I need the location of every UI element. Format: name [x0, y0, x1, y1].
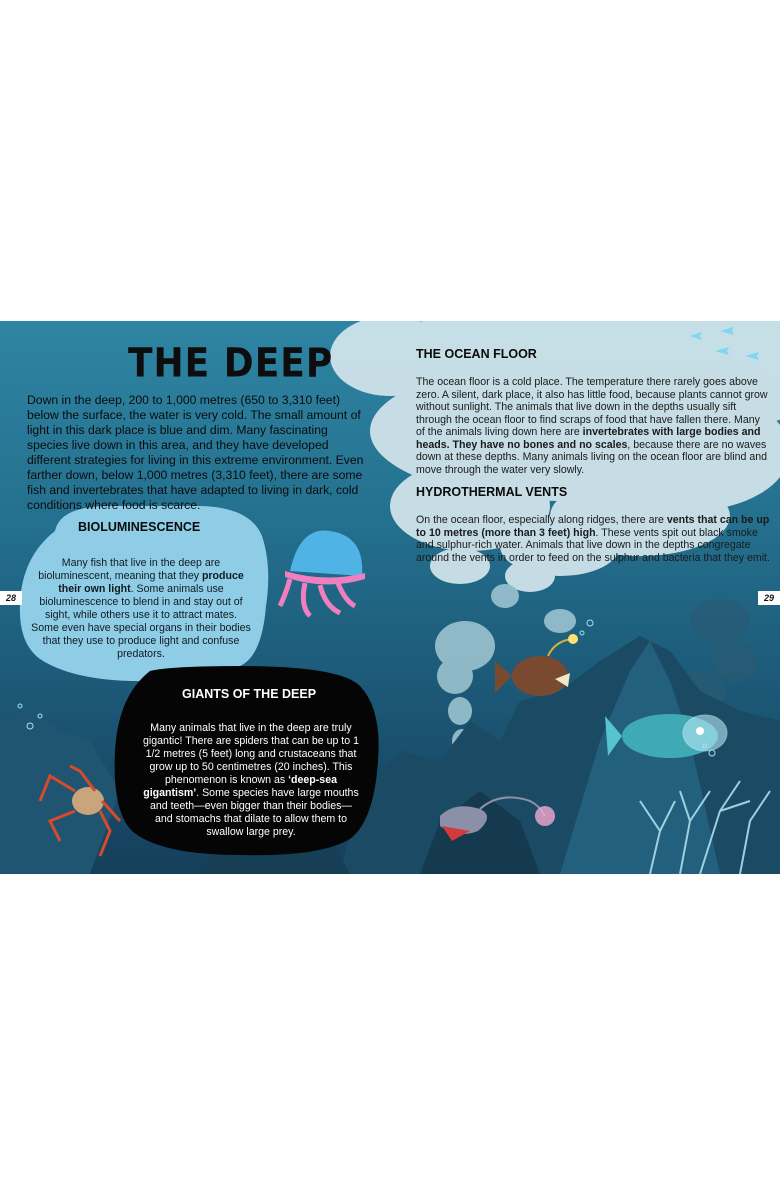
page-number-left: 28	[0, 591, 22, 605]
giants-text: Many animals that live in the deep are truly gigantic! There are spiders that can be up to 1 1/2 metres (5 feet) long and crustaceans that grow up to 50 centimetres (20 inches). This phenomenon is known as ‘deep-sea gigantism’. Some species have large mouths and teeth—even bigger than their bodies—and stomachs that dilate to allow them to swallow large prey.	[143, 722, 359, 838]
page-title: THE DEEP	[128, 340, 334, 387]
ocean-floor-text: The ocean floor is a cold place. The temperature there rarely goes above zero. A silent, dark place, it also has little food, because plants cannot grow without sunlight. The animals that live down in the depths usually sift through the ocean floor to find scraps of food that have fallen there. Many of the animals living down here are invertebrates with large bodies and heads. They have no bones and no scales, because there are no waves down at these depths. Many animals living on the ocean floor are blind and move through the water very slowly.	[416, 376, 768, 476]
anglerfish	[495, 634, 578, 696]
ocean-floor-heading: THE OCEAN FLOOR	[416, 347, 537, 361]
giants-heading: GIANTS OF THE DEEP	[182, 687, 317, 701]
page-number-right: 29	[758, 591, 780, 605]
vents-heading: HYDROTHERMAL VENTS	[416, 485, 568, 499]
vents-text: On the ocean floor, especially along ridges, there are vents that can be up to 10 metres (more than 3 feet) high. These vents spit out black smoke and sulphur-rich water. Animals that live down in the depths congregate around the vents in order to feed on the sulphur and bacteria that they emit.	[416, 514, 770, 564]
intro-paragraph: Down in the deep, 200 to 1,000 metres (650 to 3,310 feet) below the surface, the water is very cold. The small amount of light in this dark place is blue and dim. Many fascinating species live down in this area, and they have developed different strategies for living in this extreme environment. Even farther down, below 1,000 metres (3,310 feet), there are some fish and invertebrates that have adapted to living in dark, cold conditions where food is scarce.	[27, 393, 364, 512]
jellyfish	[280, 531, 365, 617]
bioluminescence-text: Many fish that live in the deep are bioluminescent, meaning that they produce their own light. Some animals use bioluminescence to blend in and stay out of sight, while others use it to attract mates. Some even have special organs in their bodies that they use to produce light and confuse predators.	[31, 557, 251, 660]
bioluminescence-heading: BIOLUMINESCENCE	[78, 520, 201, 534]
book-spread	[0, 321, 780, 874]
